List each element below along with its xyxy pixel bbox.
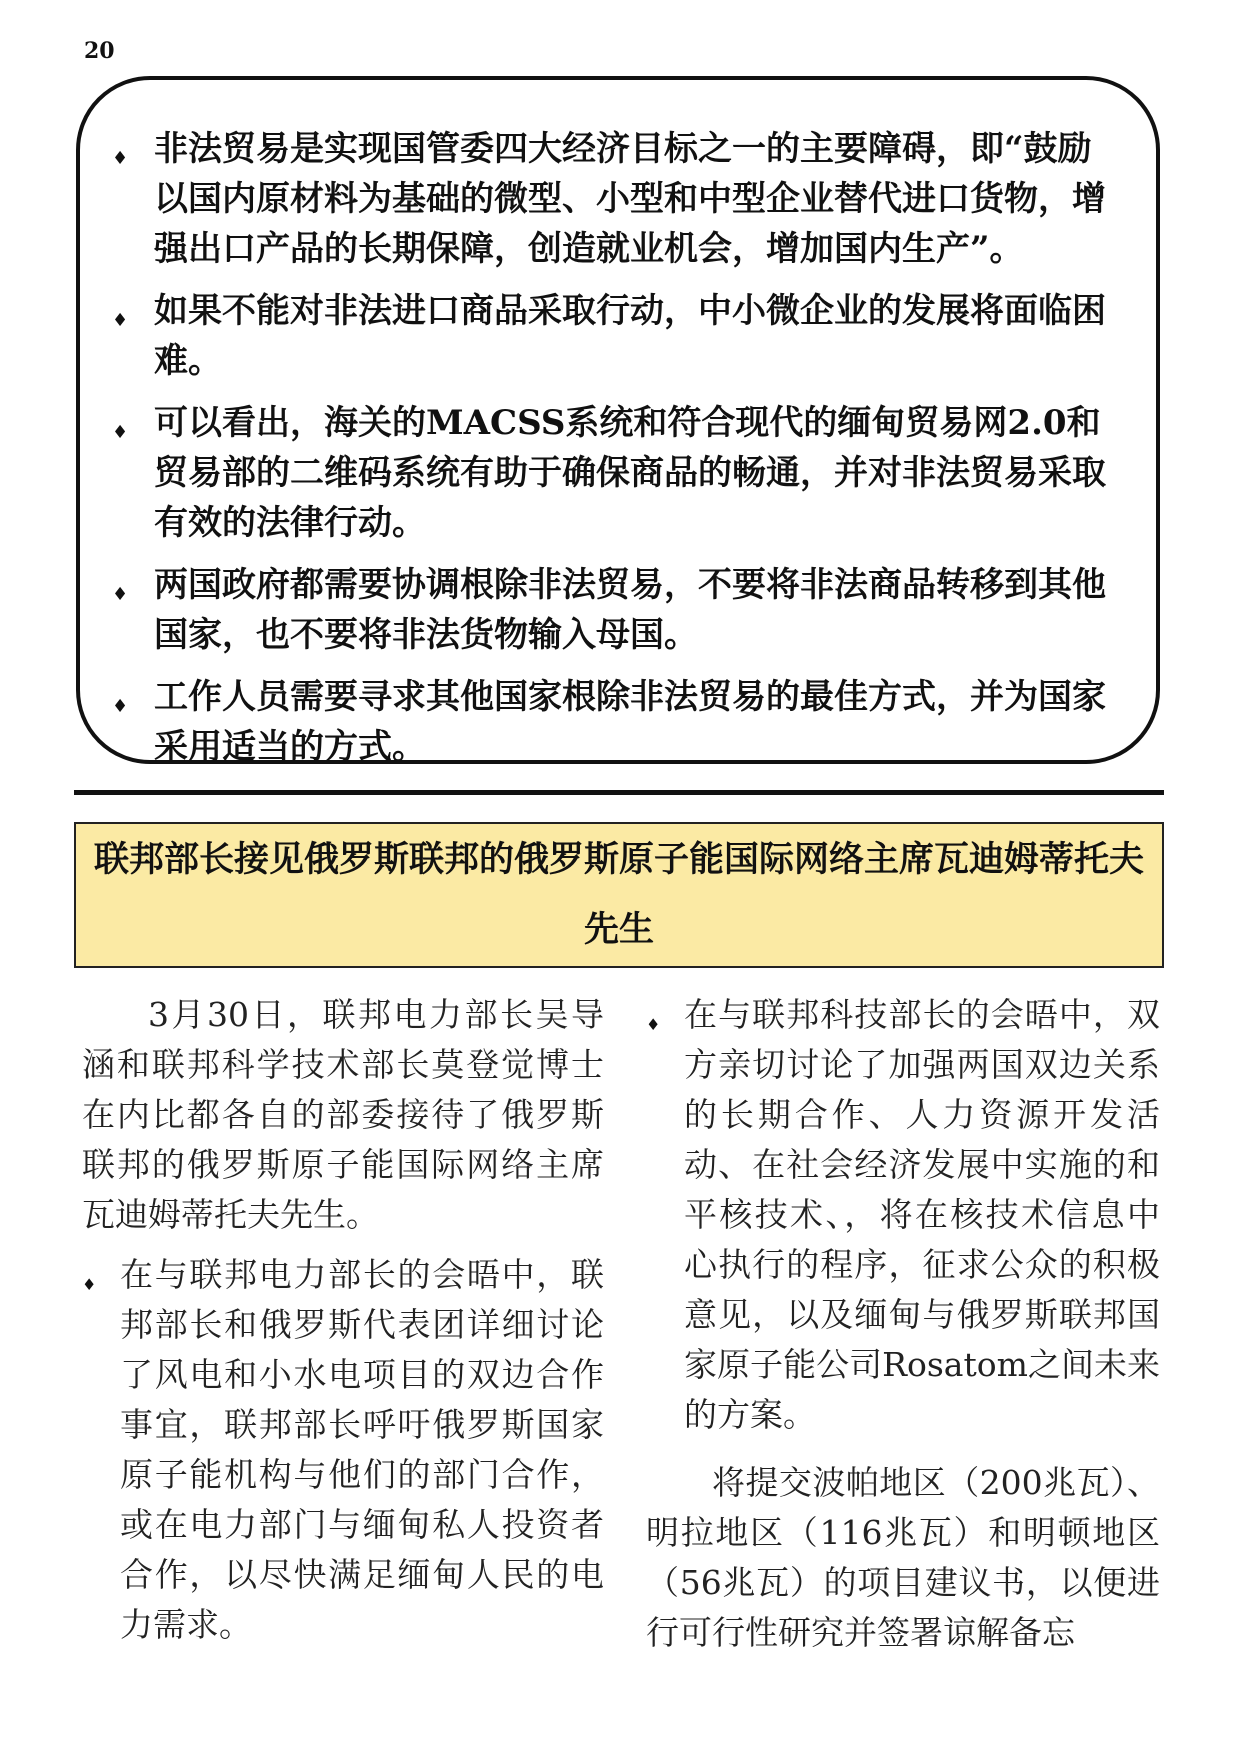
article-bullet-item xyxy=(646,990,1160,1440)
summary-bullet-text: 如果不能对非法进口商品采取行动，中小微企业的发展将面临困难。 xyxy=(154,291,1106,381)
diamond-bullet-icon: ♦ xyxy=(112,422,129,443)
page-number: 20 xyxy=(84,38,115,64)
summary-bullet-text: 非法贸易是实现国管委四大经济目标之一的主要障碍，即“鼓励以国内原材料为基础的微型、小型和中型企业替代进口货物，增强出口产品的长期保障，创造就业机会，增加国内生产”。 xyxy=(154,129,1106,269)
article-headline: 联邦部长接见俄罗斯联邦的俄罗斯原子能国际网络主席瓦迪姆蒂托夫先生 xyxy=(93,839,1144,950)
summary-bullet-item xyxy=(112,124,1108,274)
article-column-right xyxy=(646,990,1160,1658)
diamond-bullet-icon: ♦ xyxy=(112,696,129,717)
diamond-bullet-icon: ♦ xyxy=(112,148,129,169)
summary-bullet-list xyxy=(112,124,1108,772)
article-column-left xyxy=(82,990,604,1668)
diamond-bullet-icon: ♦ xyxy=(646,1015,661,1034)
section-divider xyxy=(74,790,1164,795)
summary-bullet-text: 两国政府都需要协调根除非法贸易，不要将非法商品转移到其他国家，也不要将非法货物输入母国。 xyxy=(154,565,1106,655)
diamond-bullet-icon: ♦ xyxy=(82,1275,97,1294)
summary-bullet-item xyxy=(112,672,1108,772)
summary-bullet-text: 工作人员需要寻求其他国家根除非法贸易的最佳方式，并为国家采用适当的方式。 xyxy=(154,677,1106,767)
summary-bullet-item xyxy=(112,286,1108,386)
summary-bullet-item xyxy=(112,398,1108,548)
article-bullet-item xyxy=(82,1250,604,1650)
summary-bullet-item xyxy=(112,560,1108,660)
diamond-bullet-icon: ♦ xyxy=(112,310,129,331)
article-bullet-text: 在与联邦科技部长的会晤中，双方亲切讨论了加强两国双边关系的长期合作、人力资源开发活动、在社会经济发展中实施的和平核技术、，将在核技术信息中心执行的程序，征求公众的积极意见，以及缅甸与俄罗斯联邦国家原子能公司Rosatom之间未来的方案。 xyxy=(684,995,1160,1434)
diamond-bullet-icon: ♦ xyxy=(112,584,129,605)
summary-bullet-text: 可以看出，海关的MACSS系统和符合现代的缅甸贸易网2.0和贸易部的二维码系统有助于确保商品的畅通，并对非法贸易采取有效的法律行动。 xyxy=(154,403,1106,543)
article-bullet-text: 在与联邦电力部长的会晤中，联邦部长和俄罗斯代表团详细讨论了风电和小水电项目的双边合作事宜，联邦部长呼吁俄罗斯国家原子能机构与他们的部门合作，或在电力部门与缅甸私人投资者合作，以尽快满足缅甸人民的电力需求。 xyxy=(120,1255,604,1644)
article-intro-paragraph: 3月30日，联邦电力部长吴导涵和联邦科学技术部长莫登觉博士在内比都各自的部委接待了俄罗斯联邦的俄罗斯原子能国际网络主席瓦迪姆蒂托夫先生。 xyxy=(82,995,604,1234)
article-headline-box xyxy=(74,822,1164,968)
summary-box xyxy=(76,76,1160,767)
article-continuation-paragraph: 将提交波帕地区（200兆瓦）、明拉地区（116兆瓦）和明顿地区（56兆瓦）的项目建议书，以便进行可行性研究并签署谅解备忘 xyxy=(646,1463,1160,1652)
